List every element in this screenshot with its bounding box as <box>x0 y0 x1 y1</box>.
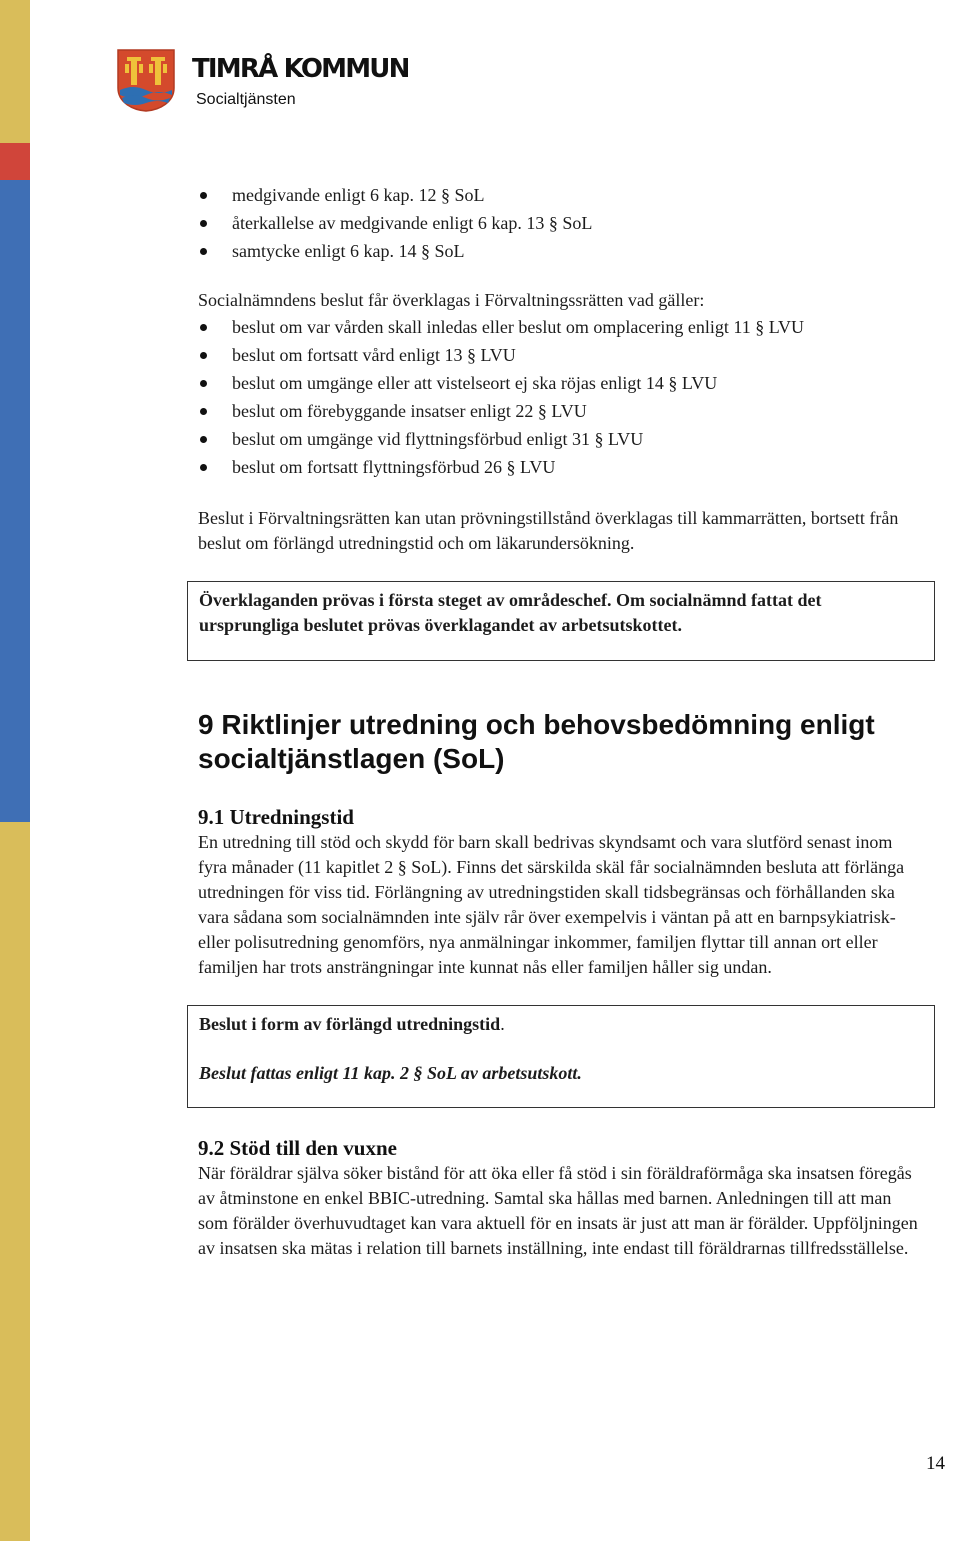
section-9-1-body: En utredning till stöd och skydd för barn skall bedrivas skyndsamt och vara slutförd senast inom fyra månader (11 kapitlet 2 § SoL). Finns det särskilda skäl får socialnämnden besluta att förlänga utredningen för viss tid. Förlängning av utredningstiden skall tidsbegränsas och förhållanden ska vara sådana som socialnämnden inte själv rår över exempelvis i väntan på att en barnpsykiatrisk- eller polisutredning genomförs, nya anmälningar inkommer, familjen flyttar till annan ort eller familjen har trots ansträngningar inte kunnat nås eller familjen håller sig undan. <box>198 832 905 977</box>
list-item: återkallelse av medgivande enligt 6 kap. 13 § SoL <box>198 209 920 237</box>
decision-box-period: . <box>500 1014 505 1034</box>
sidebar-segment-blue <box>0 180 30 822</box>
sidebar-segment-red <box>0 143 30 180</box>
department-name: Socialtjänsten <box>196 91 296 108</box>
municipality-name: TIMRÅ KOMMUN <box>192 54 409 84</box>
list-item: beslut om fortsatt vård enligt 13 § LVU <box>198 341 920 369</box>
sidebar-segment-yellow-top <box>0 0 30 143</box>
list-item: beslut om var vården skall inledas eller beslut om omplacering enligt 11 § LVU <box>198 313 920 341</box>
page-number: 14 <box>926 1453 945 1474</box>
list-item: beslut om umgänge eller att vistelseort ej ska röjas enligt 14 § LVU <box>198 369 920 397</box>
section-9-2-heading: 9.2 Stöd till den vuxne <box>198 1136 397 1160</box>
decision-box <box>187 1005 935 1108</box>
sidebar-segment-yellow-bottom <box>0 822 30 1541</box>
list-item: beslut om fortsatt flyttningsförbud 26 § LVU <box>198 453 920 481</box>
section-9-heading: 9 Riktlinjer utredning och behovsbedömning enligt socialtjänstlagen (SoL) <box>198 709 875 774</box>
list-item: beslut om förebyggande insatser enligt 22 § LVU <box>198 397 920 425</box>
municipal-crest-icon <box>116 48 176 112</box>
decision-box-line1 <box>199 1012 924 1037</box>
section-9-2-body: När föräldrar själva söker bistånd för att öka eller få stöd i sin föräldraförmåga ska insatsen föregås av åtminstone en enkel BBIC-utredning. Samtal ska hållas med barnen. Anledningen till att man som förälder överhuvudtaget kan vara aktuell för en insats är just att man är förälder. Uppföljningen av insatsen ska mätas i relation till barnets inställning, inte endast till föräldrarnas tillfredsställelse. <box>198 1163 918 1258</box>
consent-list <box>198 181 920 265</box>
appeal-notice-box: Överklaganden prövas i första steget av områdeschef. Om socialnämnd fattat det ursprungliga beslutet prövas överklagandet av arbetsutskottet. <box>187 581 935 661</box>
section-9-1-heading: 9.1 Utredningstid <box>198 805 354 829</box>
list-item: beslut om umgänge vid flyttningsförbud enligt 31 § LVU <box>198 425 920 453</box>
decision-box-title: Beslut i form av förlängd utredningstid <box>199 1014 501 1034</box>
decision-box-line2: Beslut fattas enligt 11 kap. 2 § SoL av arbetsutskott. <box>199 1063 582 1083</box>
appeal-list <box>198 313 920 481</box>
list-item: samtycke enligt 6 kap. 14 § SoL <box>198 237 920 265</box>
appeal-intro: Socialnämndens beslut får överklagas i Förvaltningssrätten vad gäller: <box>198 290 705 310</box>
page-content <box>198 181 920 1261</box>
color-sidebar <box>0 0 30 1541</box>
court-paragraph: Beslut i Förvaltningsrätten kan utan prövningstillstånd överklagas till kammarrätten, bortsett från beslut om förlängd utredningstid och om läkarundersökning. <box>198 508 899 553</box>
list-item: medgivande enligt 6 kap. 12 § SoL <box>198 181 920 209</box>
